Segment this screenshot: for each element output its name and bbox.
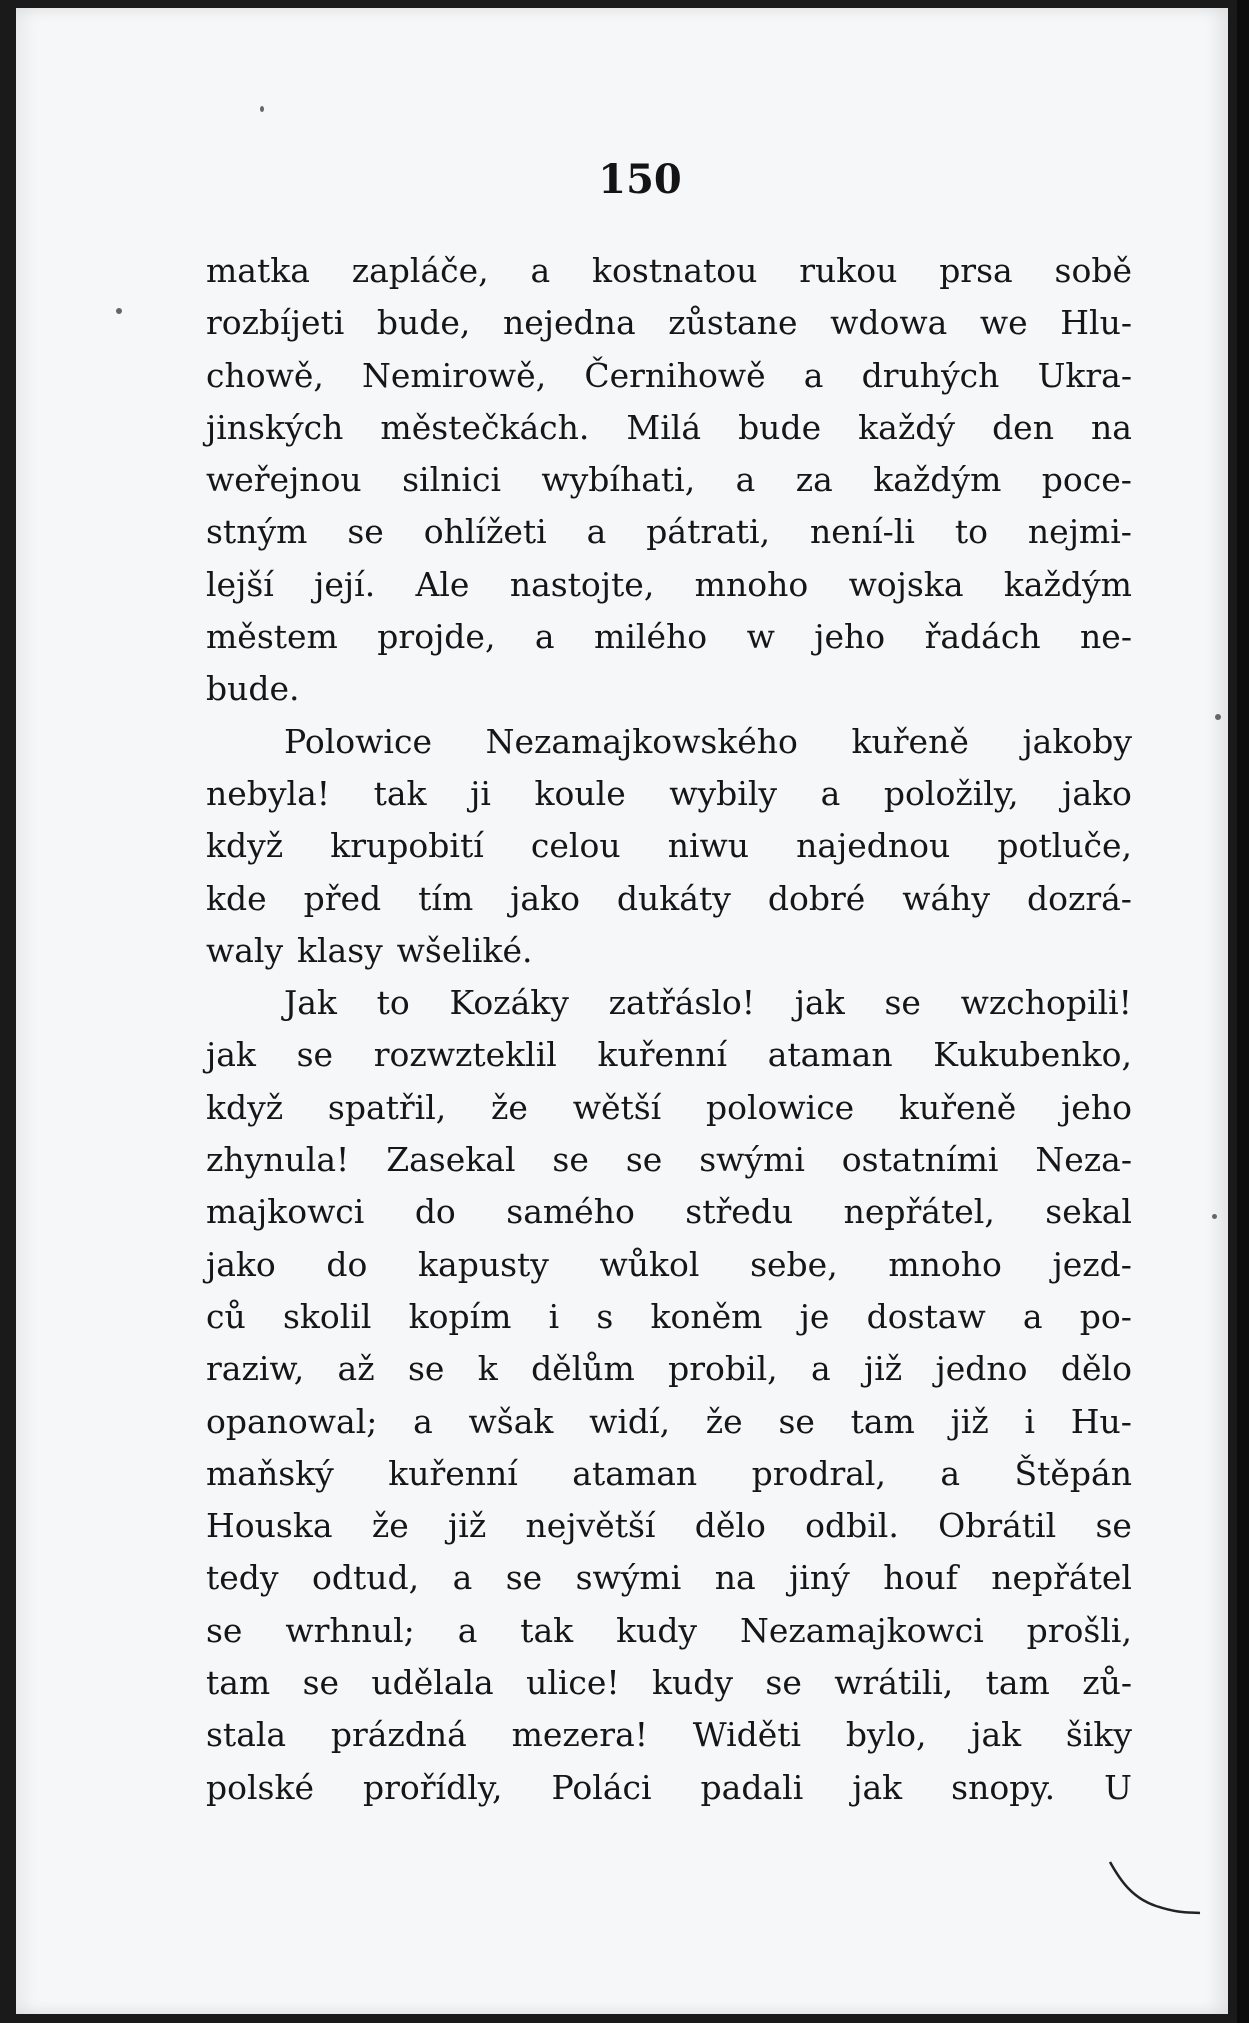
word: pátrati, <box>646 512 771 552</box>
word: každým <box>1003 564 1132 604</box>
text-line <box>206 1134 1132 1186</box>
word: jak <box>206 1035 256 1075</box>
word: wšeliké. <box>396 930 533 970</box>
word: samého <box>506 1192 635 1232</box>
word: wáhy <box>902 878 991 918</box>
text-line <box>206 820 1132 872</box>
word: po- <box>1079 1296 1132 1336</box>
word: tam <box>206 1663 271 1703</box>
word: udělala <box>371 1663 494 1703</box>
word: U <box>1104 1767 1132 1807</box>
word: do <box>326 1244 368 1284</box>
word: prošli, <box>1026 1610 1132 1650</box>
word: se <box>1095 1506 1132 1546</box>
word: a <box>457 1610 478 1650</box>
word: projde, <box>377 617 496 657</box>
word: celou <box>530 826 621 866</box>
word: we <box>979 303 1028 343</box>
word: wrátili, <box>834 1663 954 1703</box>
word: středu <box>685 1192 794 1232</box>
word: Ale <box>415 564 470 604</box>
word: swými <box>699 1140 805 1180</box>
word: Polowice <box>284 721 432 761</box>
word: Nezamajkowského <box>485 721 798 761</box>
text-line <box>206 402 1132 454</box>
word: ne- <box>1080 617 1132 657</box>
word: prodral, <box>751 1453 886 1493</box>
word: koněm <box>650 1296 763 1336</box>
word: den <box>992 407 1054 447</box>
word: tak <box>373 773 427 813</box>
word: nejedna <box>503 303 636 343</box>
word: a <box>530 251 551 290</box>
word: wybily <box>669 773 778 813</box>
text-line <box>206 1657 1132 1709</box>
word: potluče, <box>997 826 1132 866</box>
word: jezd- <box>1052 1244 1132 1284</box>
word: i <box>548 1296 560 1336</box>
word: je <box>799 1296 830 1336</box>
word: zapláče, <box>351 251 489 290</box>
word: největší <box>525 1506 656 1546</box>
word: prázdná <box>330 1715 467 1755</box>
word: majkowci <box>206 1192 365 1232</box>
word: a <box>940 1453 961 1493</box>
word: wojska <box>848 564 964 604</box>
word: Nezamajkowci <box>739 1610 984 1650</box>
text-line <box>206 977 1132 1029</box>
word: tím <box>418 878 474 918</box>
word: kopím <box>408 1296 512 1336</box>
text-line <box>206 768 1132 820</box>
word: houf <box>883 1558 958 1598</box>
word: se <box>206 1610 243 1650</box>
word: w <box>746 617 775 657</box>
word: mezera! <box>511 1715 649 1755</box>
text-line <box>206 1082 1132 1134</box>
word: chowě, <box>206 355 324 395</box>
ink-speck <box>1212 1214 1217 1219</box>
word: wrhnul; <box>285 1610 415 1650</box>
word: jako <box>1062 773 1132 813</box>
word: widí, <box>589 1401 671 1441</box>
word: že <box>371 1506 409 1546</box>
scan-right-edge <box>1237 0 1249 2023</box>
word: zatřáslo! <box>608 983 756 1023</box>
word: nebyla! <box>206 773 331 813</box>
word: a <box>810 1349 831 1389</box>
word: kuřeně <box>851 721 969 761</box>
word: se <box>765 1663 802 1703</box>
word: zůstane <box>668 303 798 343</box>
word: jeho <box>1061 1087 1132 1127</box>
word: padali <box>700 1767 804 1807</box>
word: jak <box>852 1767 903 1807</box>
word: na <box>714 1558 756 1598</box>
word: se <box>347 512 384 552</box>
text-line <box>206 1552 1132 1604</box>
word: až <box>337 1349 375 1389</box>
word: když <box>206 826 284 866</box>
text-line <box>206 245 1132 297</box>
word: niwu <box>667 826 749 866</box>
word: kudy <box>652 1663 734 1703</box>
word: se <box>552 1140 589 1180</box>
word: skolil <box>282 1296 372 1336</box>
word: to <box>376 983 410 1023</box>
word: a <box>534 617 555 657</box>
word: ohlížeti <box>423 512 547 552</box>
ink-speck <box>116 308 122 314</box>
text-line <box>206 1500 1132 1552</box>
word: šiky <box>1065 1715 1132 1755</box>
word: a <box>452 1558 473 1598</box>
word: Milá <box>626 407 701 447</box>
word: stala <box>206 1715 287 1755</box>
word: kostnatou <box>592 251 758 290</box>
word: dělo <box>694 1506 766 1546</box>
word: Neza- <box>1035 1140 1132 1180</box>
word: ostatními <box>841 1140 999 1180</box>
word: odbil. <box>805 1506 899 1546</box>
text-line <box>206 925 1132 977</box>
word: rukou <box>799 251 898 290</box>
word: polowice <box>705 1087 855 1127</box>
word: řadách <box>924 617 1041 657</box>
word: kapusty <box>418 1244 549 1284</box>
word: se <box>778 1401 815 1441</box>
word: milého <box>594 617 708 657</box>
word: městečkách. <box>380 407 590 447</box>
word: tak <box>520 1610 574 1650</box>
word: Kozáky <box>449 983 569 1023</box>
word: ců <box>206 1296 246 1336</box>
text-line <box>206 716 1132 768</box>
word: druhých <box>861 355 1000 395</box>
word: lejší <box>206 564 274 604</box>
word: ji <box>470 773 491 813</box>
word: spatřil, <box>327 1087 447 1127</box>
word: dělům <box>531 1349 635 1389</box>
word: a <box>735 460 756 500</box>
word: se <box>302 1663 340 1703</box>
word: její. <box>314 564 376 604</box>
word: každý <box>858 407 955 447</box>
word: odtud, <box>312 1558 420 1598</box>
word: kde <box>206 878 267 918</box>
word: klasy <box>296 930 383 970</box>
word: poce- <box>1041 460 1132 500</box>
word: dobré <box>767 878 866 918</box>
page-number: 150 <box>598 156 682 203</box>
text-line <box>206 1239 1132 1291</box>
text-line <box>206 663 1132 715</box>
word: prořídly, <box>363 1767 503 1807</box>
word: zů- <box>1082 1663 1132 1703</box>
text-line <box>206 559 1132 611</box>
word: se <box>505 1558 543 1598</box>
word: zhynula! <box>206 1140 350 1180</box>
word: jak <box>971 1715 1022 1755</box>
word: probil, <box>668 1349 778 1389</box>
word: jako <box>510 878 580 918</box>
word: maňský <box>206 1453 334 1493</box>
word: a <box>820 773 841 813</box>
word: a <box>586 512 607 552</box>
word: tam <box>850 1401 915 1441</box>
word: rozwzteklil <box>373 1035 557 1075</box>
word: kudy <box>616 1610 698 1650</box>
word: jak <box>794 983 845 1023</box>
word: bude, <box>376 303 471 343</box>
word: wzchopili! <box>960 983 1132 1023</box>
word: koule <box>534 773 626 813</box>
word: Ukra- <box>1037 355 1132 395</box>
word: dostaw <box>866 1296 986 1336</box>
word: Štěpán <box>1014 1453 1132 1493</box>
text-line <box>206 611 1132 663</box>
word: Hu- <box>1070 1401 1132 1441</box>
word: jako <box>206 1244 276 1284</box>
word: Nemirowě, <box>362 355 547 395</box>
word: opanowal; <box>206 1401 378 1441</box>
word: bylo, <box>845 1715 927 1755</box>
word: k <box>477 1349 498 1389</box>
word: položily, <box>883 773 1019 813</box>
corner-pen-stroke <box>1106 1858 1202 1918</box>
word: dělo <box>1060 1349 1132 1389</box>
word: jedno <box>935 1349 1028 1389</box>
word: do <box>414 1192 456 1232</box>
word: matka <box>206 251 310 290</box>
word: Zasekal <box>386 1140 516 1180</box>
word: se <box>407 1349 445 1389</box>
word: tam <box>985 1663 1050 1703</box>
word: s <box>596 1296 614 1336</box>
text-line <box>206 1343 1132 1395</box>
word: na <box>1091 407 1132 447</box>
text-line <box>206 1396 1132 1448</box>
word: městem <box>206 617 338 657</box>
word: ataman <box>572 1453 698 1493</box>
word: wětší <box>572 1087 662 1127</box>
word: kuřenní <box>388 1453 518 1493</box>
word: wdowa <box>830 303 948 343</box>
word: se <box>884 983 921 1023</box>
word: sobě <box>1054 251 1132 290</box>
word: kuřenní <box>597 1035 728 1075</box>
word: weřejnou <box>206 460 362 500</box>
word: a <box>1022 1296 1043 1336</box>
word: že <box>705 1401 743 1441</box>
word: Černihowě <box>584 355 766 395</box>
word: kuřeně <box>898 1087 1017 1127</box>
word: dozrá- <box>1026 878 1132 918</box>
word: Widěti <box>692 1715 802 1755</box>
ink-speck <box>1215 714 1221 720</box>
word: již <box>864 1349 903 1389</box>
word: wůkol <box>599 1244 700 1284</box>
word: bude. <box>206 669 300 709</box>
word: i <box>1024 1401 1036 1441</box>
word: před <box>303 878 382 918</box>
text-line <box>206 1291 1132 1343</box>
word: swými <box>575 1558 682 1598</box>
word: není-li <box>810 512 915 552</box>
word: nejmi- <box>1027 512 1132 552</box>
text-line <box>206 1709 1132 1761</box>
text-line <box>206 1605 1132 1657</box>
word: Jak <box>284 983 337 1023</box>
word: že <box>491 1087 528 1127</box>
word: waly <box>206 930 284 970</box>
word: tedy <box>206 1558 279 1598</box>
word: nepřátel, <box>843 1192 995 1232</box>
text-line <box>206 350 1132 402</box>
text-line <box>206 506 1132 558</box>
word: ulice! <box>526 1663 620 1703</box>
word: dukáty <box>616 878 731 918</box>
text-line <box>206 297 1132 349</box>
text-line <box>206 1186 1132 1238</box>
word: za <box>795 460 833 500</box>
word: jakoby <box>1022 721 1132 761</box>
word: wšak <box>468 1401 554 1441</box>
word: krupobití <box>330 826 484 866</box>
word: najednou <box>796 826 951 866</box>
word: a <box>803 355 824 395</box>
word: Houska <box>206 1506 333 1546</box>
word: již <box>448 1506 487 1546</box>
ink-speck <box>260 106 264 112</box>
word: jiný <box>789 1558 850 1598</box>
word: sebe, <box>750 1244 838 1284</box>
word: nastojte, <box>509 564 655 604</box>
word: raziw, <box>206 1349 305 1389</box>
word: a <box>413 1401 433 1441</box>
word: stným <box>206 512 308 552</box>
word: Obrátil <box>938 1506 1057 1546</box>
word: sekal <box>1045 1192 1132 1232</box>
word: snopy. <box>951 1767 1056 1807</box>
word: prsa <box>939 251 1013 290</box>
word: jinských <box>206 407 344 447</box>
word: mnoho <box>694 564 809 604</box>
word: Poláci <box>551 1767 652 1807</box>
text-line <box>206 1029 1132 1081</box>
word: rozbíjeti <box>206 303 345 343</box>
text-line <box>206 873 1132 925</box>
word: wybíhati, <box>541 460 696 500</box>
word: každým <box>873 460 1002 500</box>
word: když <box>206 1087 284 1127</box>
book-page <box>16 8 1228 2014</box>
text-line <box>206 1448 1132 1500</box>
word: jeho <box>814 617 886 657</box>
text-line <box>206 1762 1132 1814</box>
word: Kukubenko, <box>933 1035 1132 1075</box>
body-text <box>206 245 1132 1814</box>
word: nepřátel <box>991 1558 1132 1598</box>
word: to <box>954 512 988 552</box>
word: silnici <box>402 460 501 500</box>
word: Hlu- <box>1060 303 1132 343</box>
word: již <box>950 1401 989 1441</box>
text-line <box>206 454 1132 506</box>
word: mnoho <box>888 1244 1002 1284</box>
word: polské <box>206 1767 315 1807</box>
word: ataman <box>767 1035 893 1075</box>
word: se <box>625 1140 663 1180</box>
word: se <box>296 1035 334 1075</box>
word: bude <box>738 407 822 447</box>
